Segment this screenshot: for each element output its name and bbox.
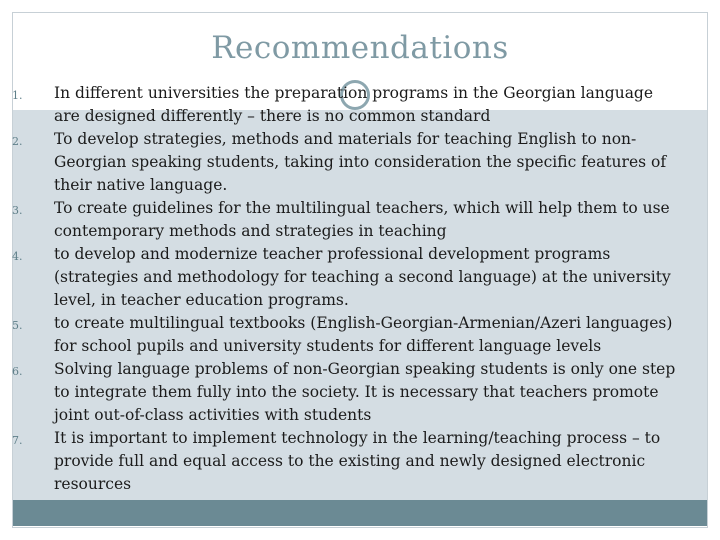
- list-item: [0, 358, 720, 427]
- recommendations-list: [0, 82, 720, 496]
- slide-title: Recommendations: [211, 30, 509, 66]
- item-text: Solving language problems of non-Georgian speaking students is only one step to integrate them fully into the society. It is necessary that teachers promote joint out-of-class activities with students: [54, 360, 676, 424]
- item-text: To develop strategies, methods and materials for teaching English to non-Georgian speaking students, taking into consideration the specific features of their native language.: [54, 130, 667, 194]
- list-item: [0, 243, 720, 312]
- item-text: to develop and modernize teacher professional development programs (strategies and methodology for teaching a second language) at the university level, in teacher education programs.: [54, 245, 671, 309]
- item-number: 2.: [12, 135, 23, 148]
- list-item: [0, 427, 720, 496]
- item-number: 1.: [12, 89, 23, 102]
- item-number: 5.: [12, 319, 23, 332]
- list-item: [0, 128, 720, 197]
- list-item: [0, 82, 720, 128]
- list-item: [0, 312, 720, 358]
- item-number: 4.: [12, 250, 23, 263]
- list-item: [0, 197, 720, 243]
- item-number: 6.: [12, 365, 23, 378]
- item-text: to create multilingual textbooks (English-Georgian-Armenian/Azeri languages) for school pupils and university students for different language levels: [54, 314, 673, 355]
- item-text: In different universities the preparation programs in the Georgian language are designed differently – there is no common standard: [54, 84, 654, 125]
- item-number: 3.: [12, 204, 23, 217]
- item-number: 7.: [12, 434, 23, 447]
- item-text: To create guidelines for the multilingual teachers, which will help them to use contemporary methods and strategies in teaching: [54, 199, 670, 240]
- item-text: It is important to implement technology in the learning/teaching process – to provide full and equal access to the existing and newly designed electronic resources: [54, 429, 661, 493]
